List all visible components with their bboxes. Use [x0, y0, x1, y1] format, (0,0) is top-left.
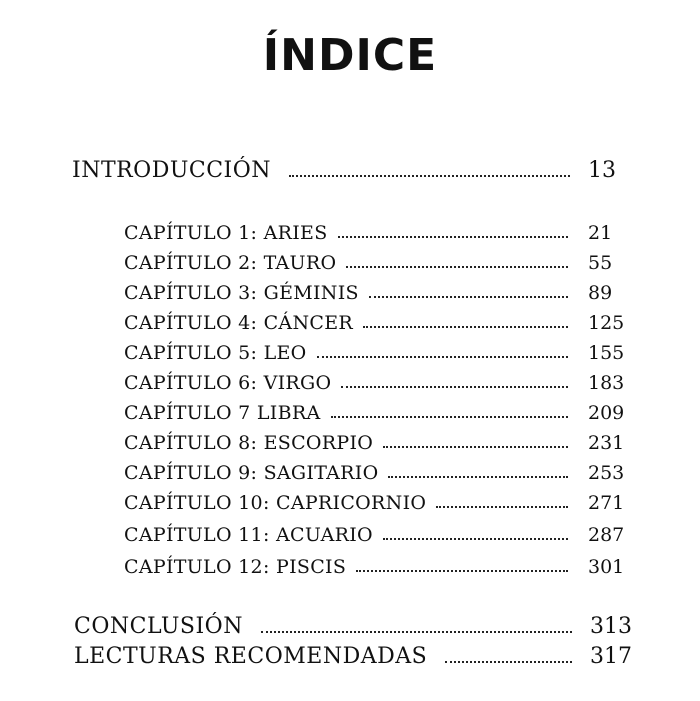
toc-entry-chapter-12[interactable] [124, 556, 624, 578]
leader-dots [341, 386, 568, 388]
toc-label: CAPÍTULO 9: SAGITARIO [124, 462, 379, 484]
toc-page-number: 313 [590, 614, 632, 639]
toc-page-number: 155 [588, 342, 625, 364]
toc-label: LECTURAS RECOMENDADAS [74, 644, 428, 669]
toc-page-number: 231 [588, 432, 625, 454]
leader-dots [369, 296, 568, 298]
leader-dots [331, 416, 568, 418]
leader-dots [383, 538, 568, 540]
toc-page-number: 301 [588, 556, 625, 578]
toc-page-number: 317 [590, 644, 632, 669]
toc-entry-chapter-1[interactable] [124, 222, 624, 244]
toc-entry-chapter-10[interactable] [124, 492, 624, 514]
toc-page-number: 209 [588, 402, 625, 424]
toc-entry-chapter-7[interactable] [124, 402, 624, 424]
leader-dots [317, 356, 568, 358]
leader-dots [338, 236, 568, 238]
toc-label: CAPÍTULO 7 LIBRA [124, 402, 321, 424]
leader-dots [436, 506, 568, 508]
toc-label: CAPÍTULO 3: GÉMINIS [124, 282, 359, 304]
toc-entry-chapter-11[interactable] [124, 524, 624, 546]
toc-page-number: 89 [588, 282, 613, 304]
toc-label: CAPÍTULO 12: PISCIS [124, 556, 347, 578]
toc-label: CAPÍTULO 8: ESCORPIO [124, 432, 374, 454]
toc-page-number: 13 [588, 158, 616, 183]
toc-label: CAPÍTULO 11: ACUARIO [124, 524, 373, 546]
toc-entry-introduction[interactable] [72, 158, 624, 183]
toc-entry-chapter-4[interactable] [124, 312, 624, 334]
leader-dots [261, 631, 572, 633]
leader-dots [346, 266, 568, 268]
toc-entry-chapter-9[interactable] [124, 462, 624, 484]
toc-entry-chapter-8[interactable] [124, 432, 624, 454]
toc-label: CAPÍTULO 5: LEO [124, 342, 307, 364]
leader-dots [445, 661, 572, 663]
toc-entry-chapter-6[interactable] [124, 372, 624, 394]
toc-entry-chapter-5[interactable] [124, 342, 624, 364]
toc-entry-chapter-3[interactable] [124, 282, 624, 304]
toc-entry-chapter-2[interactable] [124, 252, 624, 274]
toc-page-number: 253 [588, 462, 625, 484]
leader-dots [388, 476, 568, 478]
toc-page-number: 125 [588, 312, 625, 334]
toc-page-number: 55 [588, 252, 613, 274]
toc-page-number: 21 [588, 222, 613, 244]
toc-label: CAPÍTULO 2: TAURO [124, 252, 337, 274]
toc-label: CAPÍTULO 10: CAPRICORNIO [124, 492, 427, 514]
toc-page-number: 183 [588, 372, 625, 394]
toc-label: CAPÍTULO 4: CÁNCER [124, 312, 353, 334]
page-title: ÍNDICE [262, 30, 438, 81]
toc-label: CONCLUSIÓN [74, 614, 243, 639]
toc-page-number: 271 [588, 492, 625, 514]
leader-dots [383, 446, 568, 448]
toc-label: CAPÍTULO 6: VIRGO [124, 372, 332, 394]
leader-dots [363, 326, 568, 328]
toc-entry-conclusion[interactable] [74, 614, 630, 639]
leader-dots [289, 175, 570, 177]
toc-label: INTRODUCCIÓN [72, 158, 272, 183]
toc-page-number: 287 [588, 524, 625, 546]
toc-label: CAPÍTULO 1: ARIES [124, 222, 328, 244]
toc-entry-recommended-reading[interactable] [74, 644, 630, 669]
leader-dots [356, 570, 568, 572]
